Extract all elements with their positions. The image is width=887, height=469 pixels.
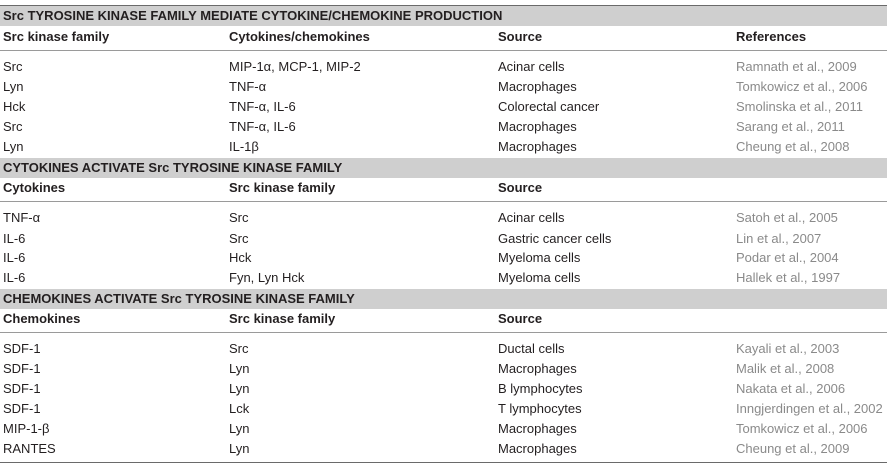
table-cell: Src <box>3 119 23 134</box>
column-header: Cytokines <box>3 180 66 195</box>
reference-cell: Tomkowicz et al., 2006 <box>736 421 868 436</box>
table-row <box>0 339 887 359</box>
table-row <box>0 117 887 137</box>
reference-cell: Malik et al., 2008 <box>736 361 835 376</box>
section-title-3 <box>0 289 887 309</box>
table-cell: Macrophages <box>498 441 577 456</box>
table-cell: Myeloma cells <box>498 270 581 285</box>
section-title-1 <box>0 6 887 26</box>
table-row <box>0 439 887 459</box>
table-cell: B lymphocytes <box>498 381 583 396</box>
reference-cell: Nakata et al., 2006 <box>736 381 846 396</box>
table-cell: TNF-α <box>229 79 267 94</box>
table-cell: Colorectal cancer <box>498 99 600 114</box>
bottom-rule <box>0 462 887 463</box>
table-cell: Acinar cells <box>498 210 565 225</box>
table-row <box>0 399 887 419</box>
table-cell: Lyn <box>229 361 250 376</box>
column-header: Src kinase family <box>229 180 336 195</box>
section-title-2 <box>0 158 887 178</box>
reference-cell: Ramnath et al., 2009 <box>736 59 857 74</box>
table-cell: SDF-1 <box>3 381 41 396</box>
table-row <box>0 57 887 77</box>
section-title-text: Src TYROSINE KINASE FAMILY MEDIATE CYTOKINE/CHEMOKINE PRODUCTION <box>3 8 503 23</box>
table-row <box>0 77 887 97</box>
table-cell: IL-1β <box>229 139 259 154</box>
column-header: References <box>736 29 807 44</box>
column-header: Source <box>498 180 543 195</box>
table-row <box>0 229 887 249</box>
table-cell: Src <box>229 231 249 246</box>
reference-cell: Smolinska et al., 2011 <box>736 99 863 114</box>
header-rule <box>0 50 887 51</box>
table-row <box>0 379 887 399</box>
table-cell: SDF-1 <box>3 401 41 416</box>
table-cell: TNF-α, IL-6 <box>229 119 296 134</box>
reference-cell: Hallek et al., 1997 <box>736 270 841 285</box>
table-cell: Hck <box>3 99 26 114</box>
column-header: Cytokines/chemokines <box>229 29 370 44</box>
reference-cell: Lin et al., 2007 <box>736 231 822 246</box>
table-cell: Myeloma cells <box>498 250 581 265</box>
table-row <box>0 137 887 157</box>
table-cell: Lyn <box>229 441 250 456</box>
table-cell: TNF-α <box>3 210 41 225</box>
column-header: Src kinase family <box>3 29 110 44</box>
table-row <box>0 208 887 228</box>
header-row-3 <box>0 309 887 329</box>
column-header: Chemokines <box>3 311 81 326</box>
table-cell: Lyn <box>229 421 250 436</box>
column-header: Src kinase family <box>229 311 336 326</box>
table-cell: Src <box>229 210 249 225</box>
table-row <box>0 248 887 268</box>
table-cell: IL-6 <box>3 270 26 285</box>
table-cell: Macrophages <box>498 421 577 436</box>
reference-cell: Kayali et al., 2003 <box>736 341 840 356</box>
table-cell: Lyn <box>3 79 24 94</box>
table-cell: IL-6 <box>3 250 26 265</box>
table-cell: MIP-1α, MCP-1, MIP-2 <box>229 59 361 74</box>
table-cell: RANTES <box>3 441 56 456</box>
table-cell: SDF-1 <box>3 361 41 376</box>
table-row <box>0 359 887 379</box>
table-cell: Acinar cells <box>498 59 565 74</box>
reference-cell: Cheung et al., 2009 <box>736 441 850 456</box>
table-cell: Macrophages <box>498 361 577 376</box>
table-cell: SDF-1 <box>3 341 41 356</box>
table-row <box>0 97 887 117</box>
section-title-text: CYTOKINES ACTIVATE Src TYROSINE KINASE FAMILY <box>3 160 343 175</box>
table-cell: Src <box>3 59 23 74</box>
section-title-text: CHEMOKINES ACTIVATE Src TYROSINE KINASE FAMILY <box>3 291 355 306</box>
table-cell: Macrophages <box>498 139 577 154</box>
table-cell: Hck <box>229 250 252 265</box>
reference-cell: Inngjerdingen et al., 2002 <box>736 401 883 416</box>
table-cell: Lyn <box>3 139 24 154</box>
table-cell: TNF-α, IL-6 <box>229 99 296 114</box>
header-rule <box>0 201 887 202</box>
table-cell: Gastric cancer cells <box>498 231 612 246</box>
reference-cell: Sarang et al., 2011 <box>736 119 845 134</box>
header-row-1 <box>0 27 887 47</box>
header-rule <box>0 332 887 333</box>
reference-cell: Satoh et al., 2005 <box>736 210 838 225</box>
table-cell: Ductal cells <box>498 341 565 356</box>
table-cell: Macrophages <box>498 119 577 134</box>
table-cell: Src <box>229 341 249 356</box>
table-cell: IL-6 <box>3 231 26 246</box>
table-cell: Lyn <box>229 381 250 396</box>
reference-cell: Podar et al., 2004 <box>736 250 839 265</box>
reference-cell: Tomkowicz et al., 2006 <box>736 79 868 94</box>
table-cell: Fyn, Lyn Hck <box>229 270 305 285</box>
table-cell: T lymphocytes <box>498 401 582 416</box>
reference-cell: Cheung et al., 2008 <box>736 139 850 154</box>
header-row-2 <box>0 178 887 198</box>
column-header: Source <box>498 29 543 44</box>
table-cell: MIP-1-β <box>3 421 50 436</box>
table-row <box>0 419 887 439</box>
table-cell: Macrophages <box>498 79 577 94</box>
table-row <box>0 268 887 288</box>
table-cell: Lck <box>229 401 250 416</box>
column-header: Source <box>498 311 543 326</box>
